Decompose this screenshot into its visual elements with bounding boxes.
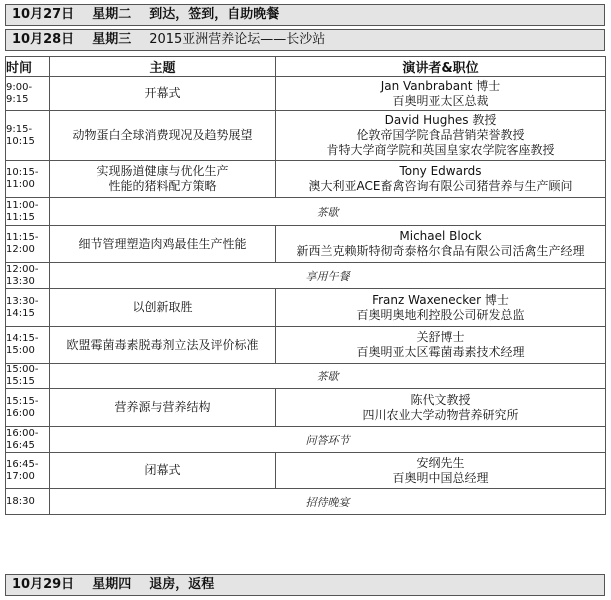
topic-cell [50, 389, 276, 427]
day-event: 到达，签到，自助晚餐 [149, 7, 280, 22]
topic-line: 性能的猪料配方策略 [108, 179, 217, 193]
speaker-cell [276, 77, 606, 111]
table-header-row [6, 57, 606, 77]
day-date: 10月27日 [12, 7, 75, 22]
topic-line: 营养源与营养结构 [114, 400, 211, 414]
time-line: 13:30- [6, 295, 39, 307]
topic-cell [50, 226, 276, 263]
speaker-cell [276, 289, 606, 327]
header-speaker: 演讲者&职位 [276, 57, 606, 77]
topic-line: 动物蛋白全球消费现况及趋势展望 [72, 128, 253, 142]
day-header-oct29 [5, 574, 605, 596]
speaker-line: 四川农业大学动物营养研究所 [362, 407, 519, 422]
time-cell [6, 226, 50, 263]
break-label: 享用午餐 [50, 263, 606, 289]
break-label: 招待晚宴 [50, 489, 606, 515]
topic-line: 实现肠道健康与优化生产 [96, 164, 229, 178]
speaker-line: 关舒博士 [416, 330, 465, 344]
time-cell [6, 489, 50, 515]
speaker-line: Tony Edwards [399, 164, 482, 178]
day-header-oct28 [5, 29, 605, 51]
break-row [6, 263, 606, 289]
speaker-cell [276, 226, 606, 263]
time-line: 15:00 [6, 345, 35, 356]
break-label: 茶歇 [50, 364, 606, 389]
break-row [6, 489, 606, 515]
time-line: 14:15 [6, 307, 35, 319]
topic-cell [50, 289, 276, 327]
topic-line: 欧盟霉菌毒素脱毒剂立法及评价标准 [66, 337, 259, 352]
session-row [6, 327, 606, 364]
time-cell [6, 111, 50, 161]
break-row [6, 198, 606, 226]
time-line: 15:15- [6, 395, 39, 407]
speaker-cell [276, 327, 606, 364]
time-line: 16:45 [6, 439, 35, 451]
time-cell [6, 198, 50, 226]
topic-cell [50, 111, 276, 161]
session-row [6, 111, 606, 161]
time-line: 10:15 [6, 135, 35, 147]
time-line: 16:00- [6, 427, 39, 439]
session-row [6, 161, 606, 198]
time-cell [6, 263, 50, 289]
time-line: 17:00 [6, 470, 35, 482]
speaker-line: 澳大利亚ACE畜禽咨询有限公司猪营养与生产顾问 [308, 179, 573, 193]
session-row [6, 226, 606, 263]
topic-line: 闭幕式 [144, 463, 181, 477]
time-line: 15:15 [6, 376, 35, 387]
speaker-line: 陈代文教授 [410, 392, 471, 407]
session-row [6, 453, 606, 489]
topic-cell [50, 77, 276, 111]
topic-line: 开幕式 [144, 86, 181, 100]
time-cell [6, 289, 50, 327]
topic-cell [50, 327, 276, 364]
speaker-line: 百奥明奥地利控股公司研发总监 [356, 307, 525, 322]
day-event: 退房，返程 [149, 577, 215, 592]
session-row [6, 389, 606, 427]
break-row [6, 364, 606, 389]
session-row [6, 289, 606, 327]
time-cell [6, 453, 50, 489]
day-weekday: 星期三 [92, 32, 132, 47]
header-time: 时间 [6, 57, 50, 77]
topic-cell [50, 453, 276, 489]
break-label: 茶歇 [50, 198, 606, 226]
time-line: 11:15 [6, 211, 35, 223]
speaker-line: 伦敦帝国学院食品营销荣誉教授 [356, 128, 525, 142]
speaker-line: 百奥明中国总经理 [392, 470, 489, 485]
speaker-cell [276, 111, 606, 161]
time-cell [6, 389, 50, 427]
day-header-oct27 [5, 4, 605, 26]
time-cell [6, 364, 50, 389]
schedule-body [6, 77, 606, 515]
time-line: 13:30 [6, 275, 35, 287]
time-line: 9:00- [6, 81, 33, 93]
topic-cell [50, 161, 276, 198]
time-line: 16:00 [6, 407, 35, 419]
time-line: 11:00- [6, 199, 39, 211]
time-line: 11:00 [6, 179, 35, 190]
speaker-line: 安纲先生 [416, 455, 465, 470]
topic-line: 以创新取胜 [132, 300, 193, 314]
time-cell [6, 327, 50, 364]
time-line: 12:00- [6, 263, 39, 275]
time-line: 10:15- [6, 167, 39, 178]
time-line: 12:00 [6, 244, 35, 255]
day-weekday: 星期四 [92, 577, 132, 592]
time-line: 16:45- [6, 458, 39, 470]
day-date: 10月28日 [12, 32, 75, 47]
speaker-line: Jan Vanbrabant 博士 [380, 78, 501, 93]
speaker-line: 肯特大学商学院和英国皇家农学院客座教授 [326, 143, 555, 157]
speaker-line: David Hughes 教授 [384, 113, 497, 127]
speaker-line: Michael Block [399, 229, 482, 243]
topic-line: 细节管理塑造肉鸡最佳生产性能 [78, 236, 247, 251]
speaker-line: Franz Waxenecker 博士 [372, 292, 509, 307]
time-line: 9:15 [6, 93, 29, 105]
time-line: 15:00- [6, 364, 39, 375]
speaker-line: 新西兰克赖斯特彻奇泰格尔食品有限公司活禽生产经理 [296, 244, 585, 258]
speaker-line: 百奥明亚太区总裁 [392, 93, 489, 108]
time-cell [6, 427, 50, 453]
speaker-line: 百奥明亚太区霉菌毒素技术经理 [356, 345, 525, 359]
header-topic: 主题 [50, 57, 276, 77]
day-event: 2015亚洲营养论坛——长沙站 [149, 32, 326, 47]
break-row [6, 427, 606, 453]
break-label: 问答环节 [50, 427, 606, 453]
schedule-table [5, 56, 606, 515]
session-row [6, 77, 606, 111]
time-line: 11:15- [6, 232, 39, 243]
day-weekday: 星期二 [92, 7, 132, 22]
speaker-cell [276, 389, 606, 427]
time-line: 9:15- [6, 123, 33, 135]
time-cell [6, 77, 50, 111]
day-date: 10月29日 [12, 577, 75, 592]
time-cell [6, 161, 50, 198]
speaker-cell [276, 161, 606, 198]
time-line: 18:30 [6, 495, 35, 507]
speaker-cell [276, 453, 606, 489]
time-line: 14:15- [6, 333, 39, 344]
